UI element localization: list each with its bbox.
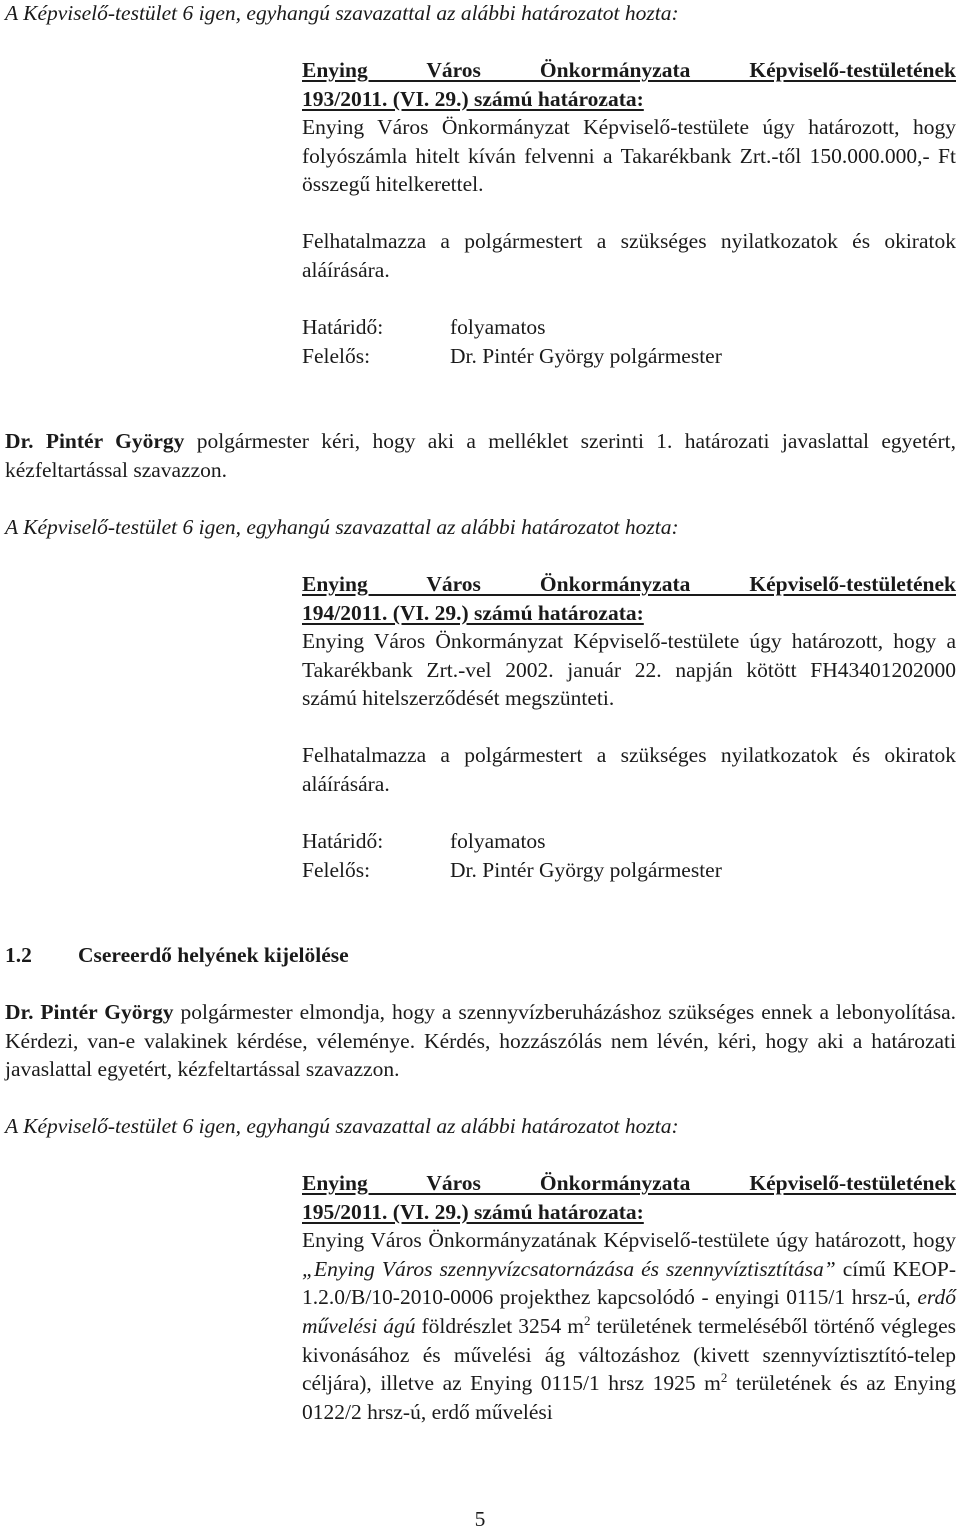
body-text: földrészlet 3254 m: [415, 1313, 584, 1338]
responsible-value: Dr. Pintér György polgármester: [450, 343, 722, 368]
authorization-text: Felhatalmazza a polgármestert a szükséges nyilatkozatok és okiratok aláírására.: [302, 743, 956, 796]
deadline-value: folyamatos: [450, 829, 546, 853]
page-number: 5: [474, 1507, 486, 1531]
resolution-header-line1: Enying Város Önkormányzata Képviselő-testületének: [302, 58, 956, 82]
body-text: Enying Város Önkormányzatának Képviselő-testülete úgy határozott, hogy: [302, 1228, 956, 1253]
superscript: 2: [583, 1312, 591, 1328]
body-text: területének termeléséből történő végleges kivonásához és művelési ág változáshoz (kivett szennyvíztisztító-telep céljára), illetve az Enying 0115/1 hrsz 1925 m: [302, 1313, 956, 1396]
vote-statement: A Képviselő-testület 6 igen, egyhangú szavazattal az alábbi határozatot hozta:: [5, 1, 679, 25]
deadline-label: Határidő:: [302, 829, 384, 853]
speaker-name: Dr. Pintér György: [5, 1000, 174, 1024]
project-name: „Enying Város szennyvízcsatornázása és szennyvíztisztítása”: [302, 1256, 836, 1281]
land-use-type: erdő művelési ágú: [302, 1285, 956, 1338]
responsible-label: Felelős:: [302, 857, 371, 882]
resolution-header-line2: 195/2011. (VI. 29.) számú határozata:: [302, 1199, 644, 1224]
authorization-text: Felhatalmazza a polgármestert a szükséges nyilatkozatok és okiratok aláírására.: [302, 229, 956, 282]
resolution-body: [302, 1226, 956, 1426]
deadline-value: folyamatos: [450, 315, 546, 339]
section-number: 1.2: [5, 943, 32, 967]
responsible-row: [302, 856, 956, 885]
resolution-header-line1: Enying Város Önkormányzata Képviselő-testületének: [302, 1171, 956, 1195]
responsible-value: Dr. Pintér György polgármester: [450, 857, 722, 882]
resolution-body: [302, 113, 956, 199]
paragraph-2: [5, 998, 956, 1084]
resolution-header-line1: Enying Város Önkormányzata Képviselő-testületének: [302, 572, 956, 596]
resolution-195: [302, 1169, 956, 1426]
responsible-row: [302, 342, 956, 371]
superscript: 2: [720, 1370, 728, 1386]
resolution-body-tail: Takarékbank Zrt.-től 150.000.000,- Ft összegű hitelkerettel.: [302, 143, 956, 197]
deadline-row: [302, 313, 956, 342]
vote-statement: A Képviselő-testület 6 igen, egyhangú szavazattal az alábbi határozatot hozta:: [5, 1114, 679, 1138]
deadline-block: [302, 827, 956, 884]
responsible-label: Felelős:: [302, 343, 371, 368]
paragraph-text: polgármester kéri, hogy aki a melléklet szerinti 1. határozati javaslattal egyetért, kézfeltartással szavazzon.: [5, 429, 956, 482]
body-text: című KEOP-1.2.0/B/10-2010-0006 projekthez kapcsolódó - enyingi 0115/1 hrsz-ú,: [302, 1256, 956, 1310]
deadline-block: [302, 313, 956, 370]
section-title: Csereerdő helyének kijelölése: [78, 943, 349, 967]
paragraph-text: polgármester elmondja, hogy a szennyvízberuházáshoz szükséges ennek a lebonyolítása. Kérdezi, van-e valakinek kérdése, véleménye. Kérdés, hozzászólás nem lévén, kéri, hogy aki a határozati javaslattal egyetért, kézfeltartással szavazzon.: [5, 1000, 956, 1082]
resolution-body-tail: kötött FH43401202000 számú hitelszerződését megszünteti.: [302, 657, 956, 711]
resolution-header-line2: 194/2011. (VI. 29.) számú határozata:: [302, 600, 644, 625]
resolution-body-lead: Enying Város Önkormányzat Képviselő-testülete úgy határozott, hogy folyószámla hitelt kíván felvenni a: [302, 115, 956, 168]
deadline-row: [302, 827, 956, 856]
deadline-label: Határidő:: [302, 315, 384, 339]
resolution-body: [302, 627, 956, 713]
resolution-194: [302, 570, 956, 713]
resolution-header-line2: 193/2011. (VI. 29.) számú határozata:: [302, 86, 644, 111]
vote-statement: A Képviselő-testület 6 igen, egyhangú szavazattal az alábbi határozatot hozta:: [5, 515, 679, 539]
resolution-193: [302, 56, 956, 199]
section-heading: [5, 941, 956, 970]
body-text: területének és az Enying 0122/2 hrsz-ú, erdő művelési: [302, 1371, 956, 1424]
resolution-body-lead: Enying Város Önkormányzat Képviselő-testülete úgy határozott, hogy a Takarékbank Zrt.-vel 2002. január 22. napján: [302, 629, 956, 682]
paragraph-1: [5, 427, 956, 484]
speaker-name: Dr. Pintér György: [5, 429, 185, 453]
